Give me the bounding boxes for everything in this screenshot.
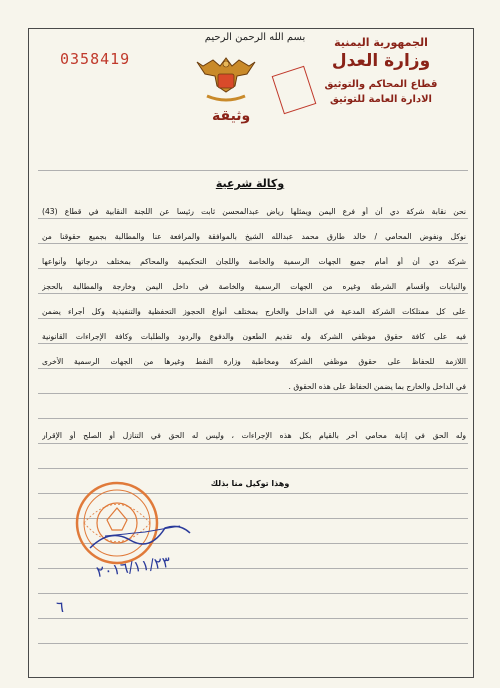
letterhead [306,36,456,105]
body-line: في الداخل والخارج بما يضمن الحفاظ على هذه الحقوق . [288,382,466,391]
ruled-line [38,468,468,469]
body-line: نحن نقابة شركة دي أن أو فرع اليمن ويمثلها رياض عبدالمحسن ثابت رئيسا عن اللجنة النقابية في قطاع (43) [42,207,466,216]
body-line: وله الحق في إنابة محامي أخر بالقيام بكل هذه الإجراءات ، وليس له الحق في التنازل أو الصلح أو الإقرار [42,431,466,440]
ruled-line [38,643,468,644]
ruled-line [38,618,468,619]
ruled-line [38,218,468,219]
country-name: الجمهورية اليمنية [334,36,428,49]
ruled-line [38,343,468,344]
document-border [28,28,474,678]
ruled-line [38,318,468,319]
ministry-name: وزارة العدل [331,51,431,71]
document-label: وثيقة [212,108,251,124]
body-line: اللازمة للحفاظ على حقوق موظفي الشركة ومخاطبة وزارة النفط وغيرها من الجهات الرسمية الأخرى [42,357,466,366]
ruled-line [38,418,468,419]
handwritten-date: ٢٠١٦/١١/٢٣ [95,552,172,582]
document-title: وكالة شرعية [215,177,285,190]
ruled-line [38,393,468,394]
basmala-calligraphy: بسم الله الرحمن الرحيم [204,32,306,43]
body-line: على كل ممتلكات الشركة المدعية في الداخل والخارج بمختلف أنواع الحجوز التحفظية والتنفيذية وكل أجراء يضمن [42,307,466,316]
serial-number: 0358419 [60,50,131,68]
ruled-line [38,243,468,244]
national-eagle-emblem [195,52,257,104]
closing-statement: وهذا توكيل منا بذلك [210,479,290,488]
sector-name: قطاع المحاكم والتوثيق [324,79,438,90]
ruled-line [38,443,468,444]
department-name: الادارة العامة للتوثيق [330,94,432,105]
handwritten-mark: ٦ [56,598,65,616]
ruled-line [38,293,468,294]
ruled-line [38,368,468,369]
header-rule [38,170,468,171]
ruled-line [38,268,468,269]
body-line: نوكل ونفوض المحامي / خالد طارق محمد عبدالله الشيخ بالموافقة والمرافعة عنا والمطالبة بجميع حقوقنا من [42,232,466,241]
body-line: والنيابات وأقسام الشرطة وغيره من الجهات الرسمية والخاصة في داخل اليمن وخارجة والمطالبة بالحجز [42,282,466,291]
signature [85,508,195,563]
body-line: شركة دي أن أو أمام جميع الجهات الرسمية والخاصة واللجان التحكيمية والمحاكم بمختلف درجاتها وأنواعها [42,257,466,266]
body-line: فيه على كافة حقوق موظفي الشركة وله تقديم الطعون والدفوع والردود والطلبات وكافة الإجراءات القانونية [42,332,466,341]
ruled-line [38,593,468,594]
